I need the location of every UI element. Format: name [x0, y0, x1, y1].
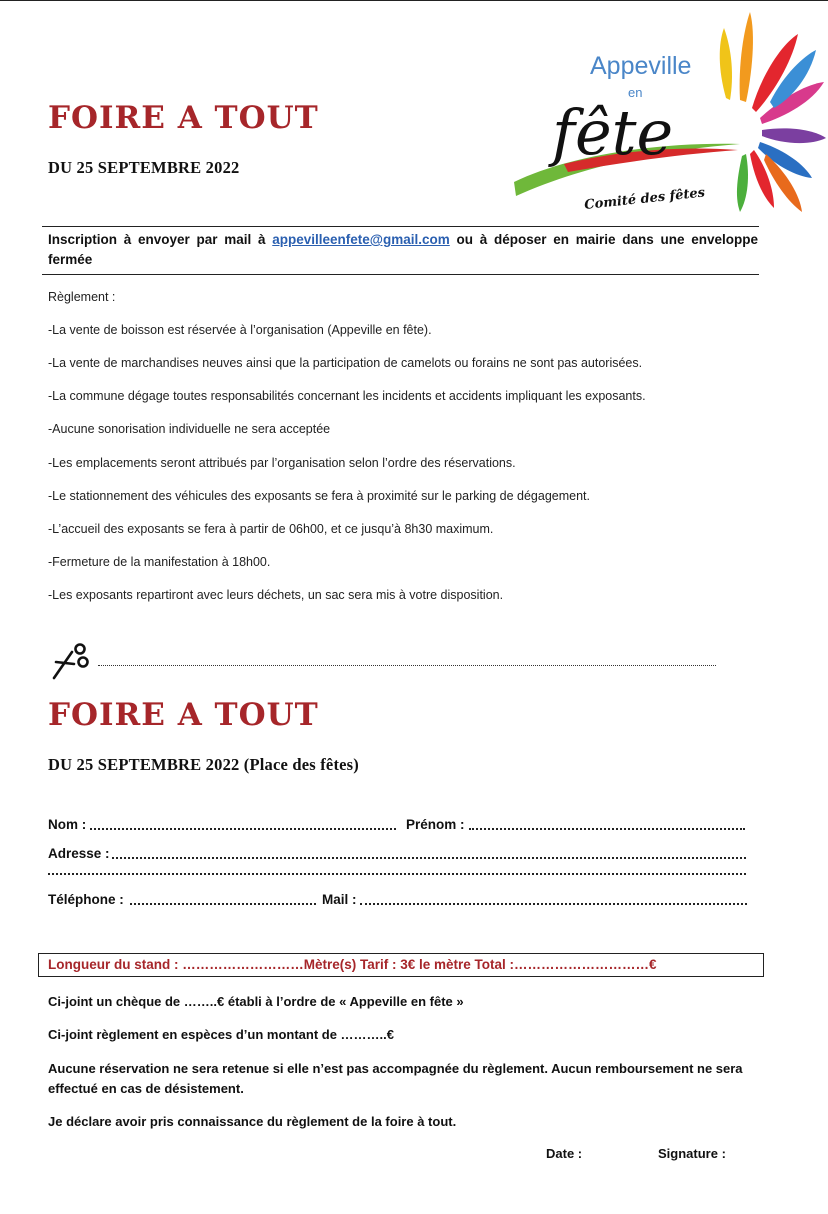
inscription-notice [48, 230, 758, 270]
page-title: FOIRE A TOUT [48, 100, 319, 136]
inscription-after: ou à déposer en mairie dans une enveloppe fermée [48, 232, 758, 267]
adresse-field-line2[interactable] [48, 873, 746, 875]
form-event-date: DU 25 SEPTEMBRE 2022 (Place des fêtes) [48, 755, 359, 774]
signature-label: Signature : [658, 1146, 726, 1161]
inscription-before: Inscription à envoyer par mail à [48, 232, 273, 247]
nom-label: Nom : [48, 817, 87, 832]
inscription-top-rule [42, 226, 759, 227]
reglement-item: -Fermeture de la manifestation à 18h00. [48, 555, 271, 569]
reglement-item: -Les exposants repartiront avec leurs déchets, un sac sera mis à votre disposition. [48, 588, 504, 602]
adresse-label: Adresse : [48, 846, 110, 861]
mail-label: Mail : [322, 892, 357, 907]
cut-line [98, 665, 716, 666]
reglement-item: -Aucune sonorisation individuelle ne sera acceptée [48, 422, 331, 436]
reglement-item: -La commune dégage toutes responsabilités concernant les incidents et accidents impliquant les exposants. [48, 389, 646, 403]
contact-email-link[interactable]: appevilleenfete@gmail.com [272, 232, 450, 247]
form-title: FOIRE A TOUT [48, 697, 319, 733]
event-date: DU 25 SEPTEMBRE 2022 [48, 158, 240, 177]
adresse-field[interactable] [112, 857, 746, 859]
reglement-item: -Les emplacements seront attribués par l’organisation selon l’ordre des réservations. [48, 456, 516, 470]
inscription-bottom-rule [42, 274, 759, 275]
cheque-line: Ci-joint un chèque de ……..€ établi à l’ordre de « Appeville en fête » [48, 994, 464, 1009]
reglement-item: -La vente de marchandises neuves ainsi que la participation de camelots ou forains ne sont pas autorisées. [48, 356, 643, 370]
logo-tagline: Comité des fêtes [583, 185, 706, 213]
stand-box [38, 953, 764, 977]
scissors-icon [50, 642, 92, 682]
telephone-field[interactable] [130, 903, 316, 905]
logo-line1: Appeville [590, 52, 692, 80]
mail-field[interactable] [360, 903, 747, 905]
reservation-note: Aucune réservation ne sera retenue si elle n’est pas accompagnée du règlement. Aucun remboursement ne sera effectué en cas de désistement. [48, 1061, 743, 1096]
date-label: Date : [546, 1146, 583, 1161]
declaration-line: Je déclare avoir pris connaissance du règlement de la foire à tout. [48, 1114, 457, 1129]
reglement-item: -La vente de boisson est réservée à l’organisation (Appeville en fête). [48, 323, 432, 337]
especes-line: Ci-joint règlement en espèces d’un montant de ………..€ [48, 1027, 394, 1042]
logo-line3: fête [552, 96, 674, 169]
telephone-label: Téléphone : [48, 892, 124, 907]
reglement-item: -L’accueil des exposants se fera à partir de 06h00, et ce jusqu’à 8h30 maximum. [48, 522, 494, 536]
stand-pricing-line[interactable]: Longueur du stand : ………………………Mètre(s) Tarif : 3€ le mètre Total :…………………………€ [48, 957, 657, 972]
top-border [0, 0, 828, 1]
prenom-label: Prénom : [406, 817, 465, 832]
logo-line2: en [628, 85, 643, 100]
prenom-field[interactable] [469, 828, 745, 830]
reglement-item: -Le stationnement des véhicules des exposants se fera à proximité sur le parking de dégagement. [48, 489, 590, 503]
nom-field[interactable] [90, 828, 396, 830]
reglement-heading: Règlement : [48, 290, 116, 304]
appeville-en-fete-logo [512, 4, 828, 218]
